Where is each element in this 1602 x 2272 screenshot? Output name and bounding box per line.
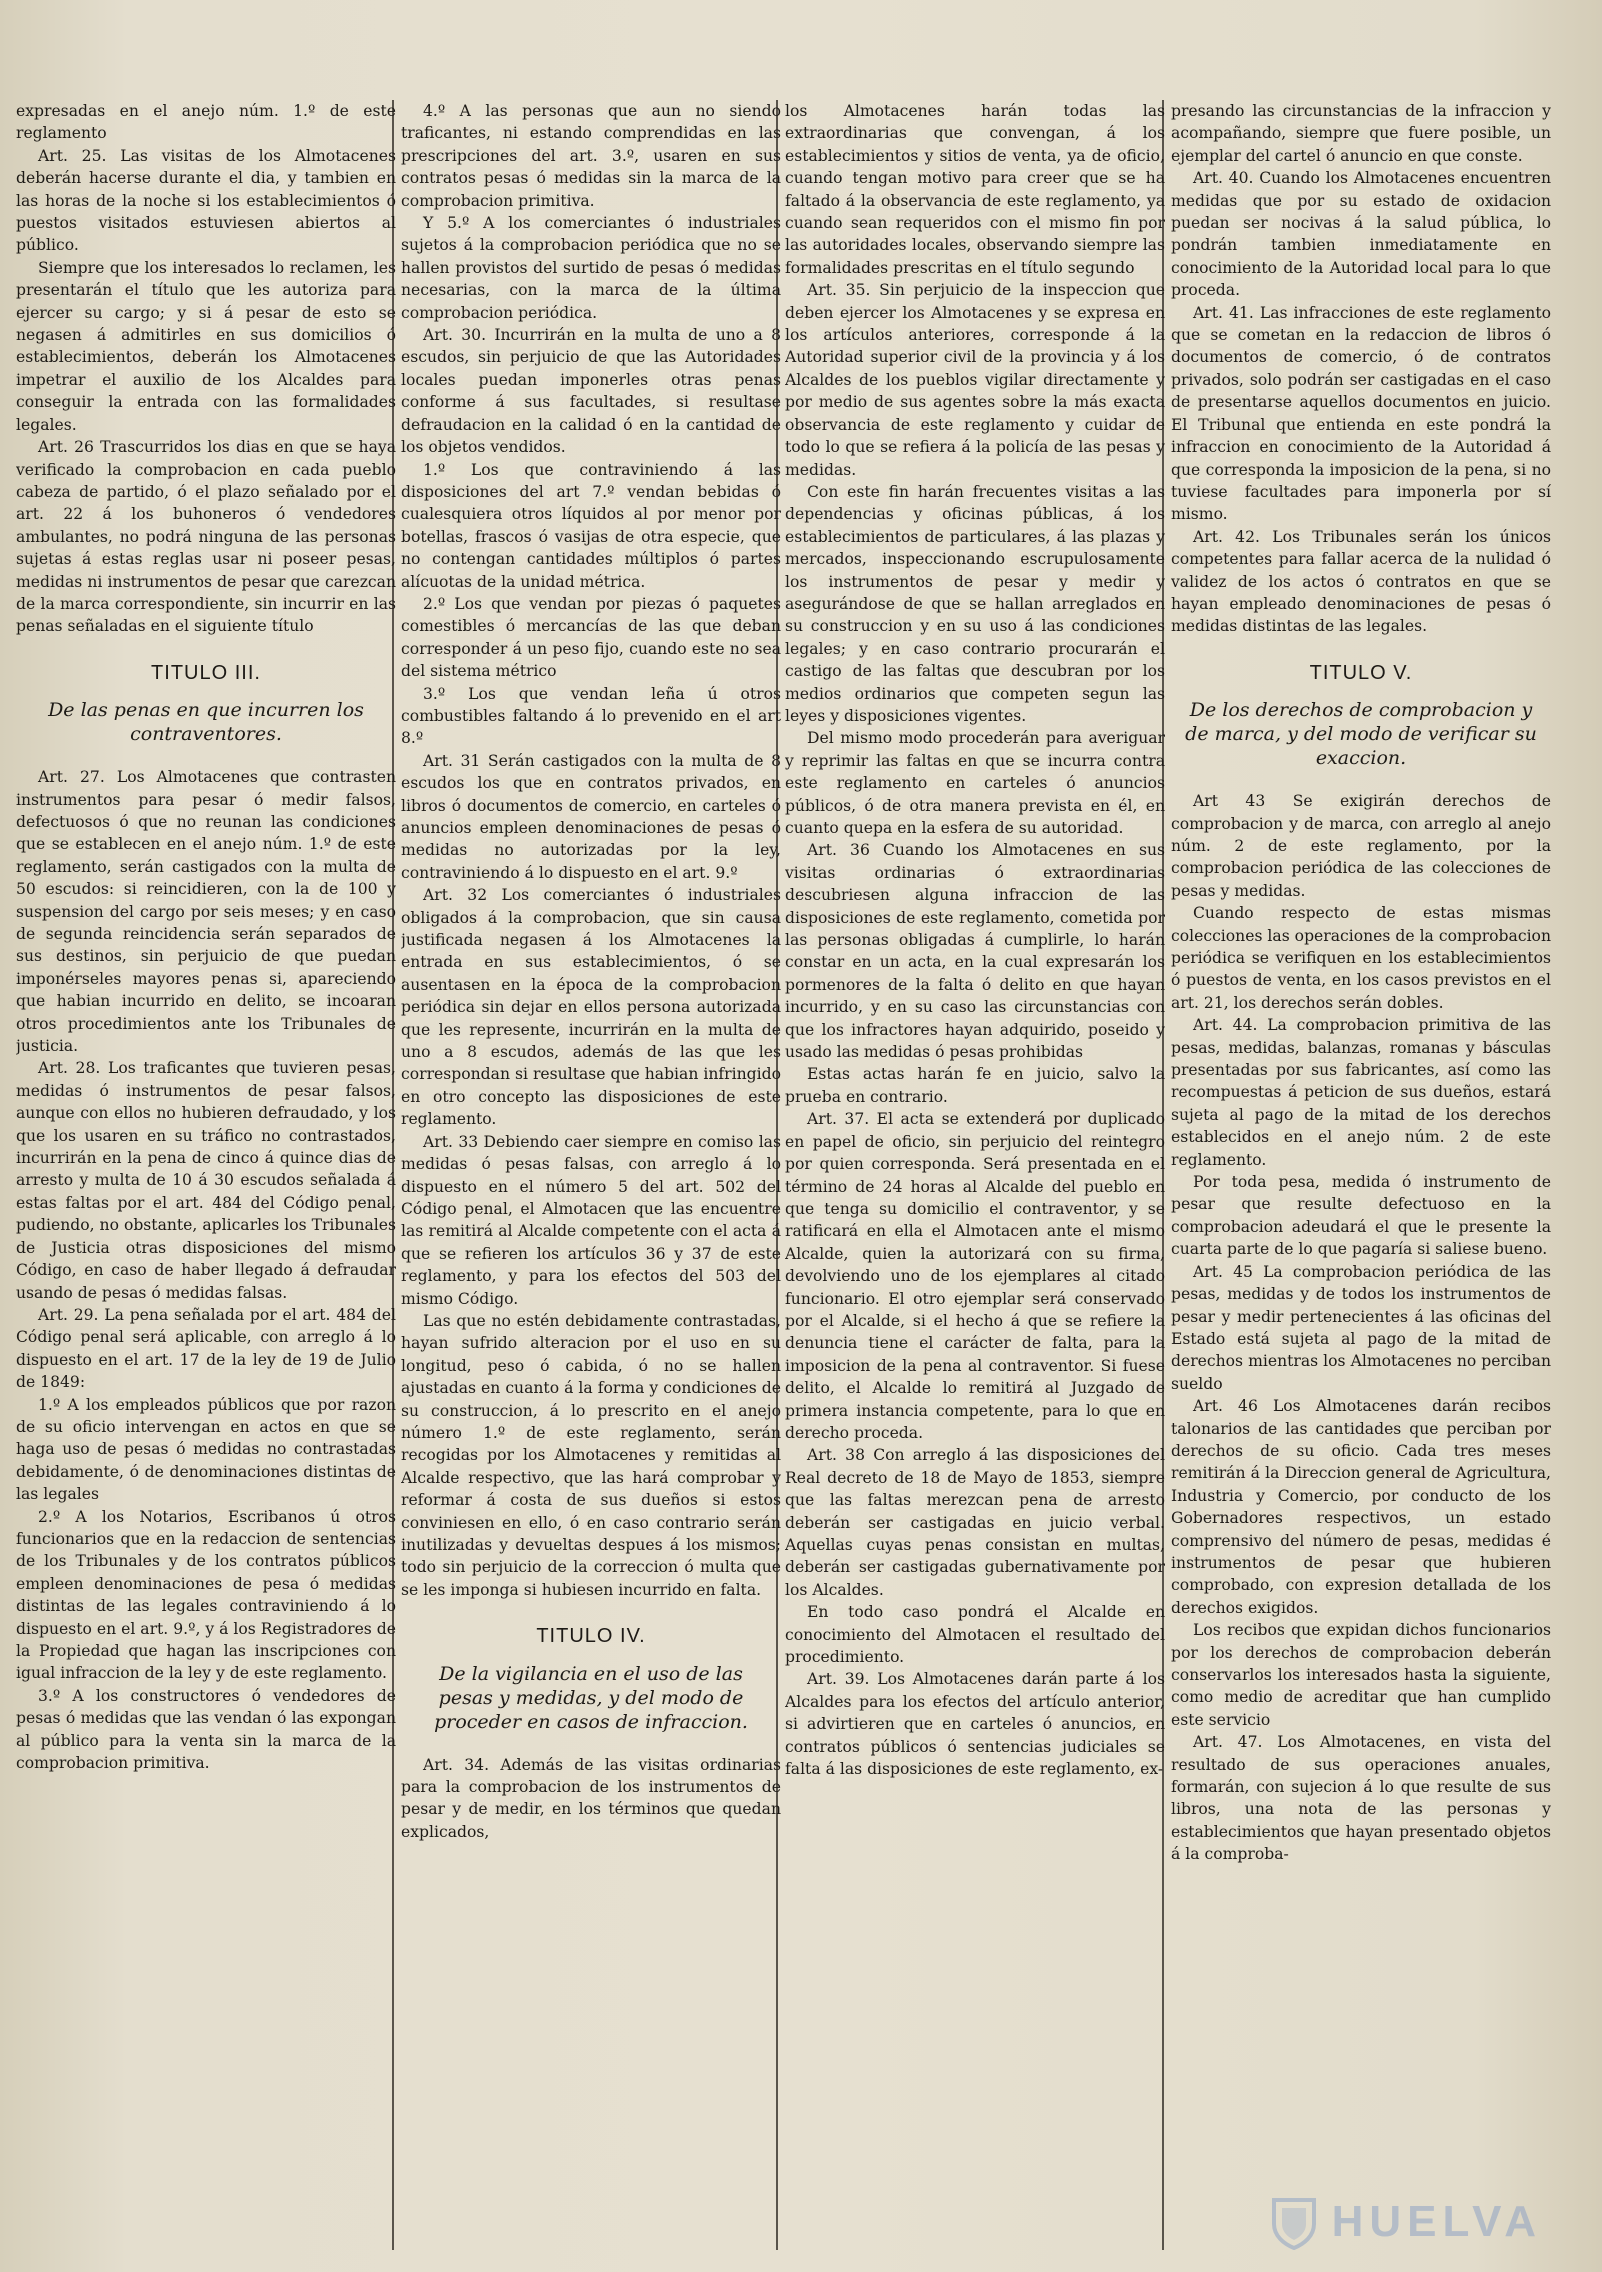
paragraph: Y 5.º A los comerciantes ó industriales sujetos á la comprobacion periódica que no se hallen provistos del surtido de pesas ó medidas necesarias, con la marca de la última comprobacion periódica. xyxy=(401,214,781,322)
section-title: TITULO IV. xyxy=(536,1625,646,1648)
paragraph: Siempre que los interesados lo reclamen, les presentarán el título que les autoriza para ejercer su cargo; y si á pesar de esto se negasen á admitirles en sus domicilios ó establecimientos, deberán los Almotacenes impetrar el auxilio de los Alcaldes para conseguir la entrada con las formalidades legales. xyxy=(16,258,396,434)
paragraph: Art. 26 Trascurridos los dias en que se haya verificado la comprobacion en cada pueblo cabeza de partido, ó el plazo señalado por el art. 22 á los buhoneros ó vendedores ambulantes, no podrá ninguna de las personas sujetas á estas reglas usar ni poseer pesas, medidas ni instrumentos de pesar que carezcan de la marca correspondiente, sin incurrir en las penas señaladas en el siguiente título xyxy=(16,438,396,636)
paragraph: 1.º Los que contraviniendo á las disposiciones del art 7.º vendan bebidas ó cualesquiera otros líquidos al por menor por botellas, frascos ó vasijas de otra especie, que no contengan cantidades múltiplos ó partes alícuotas de la unidad métrica. xyxy=(401,460,781,591)
paragraph: Art. 44. La comprobacion primitiva de las pesas, medidas, balanzas, romanas y básculas presentadas por sus fabricantes, así como las recompuestas á peticion de sus dueños, estará sujeta al pago de la mitad de los derechos establecidos en el anejo núm. 2 de este reglamento. xyxy=(1171,1016,1551,1169)
paragraph: 3.º Los que vendan leña ú otros combustibles faltando á lo prevenido en el art 8.º xyxy=(401,684,781,748)
paragraph: Art. 33 Debiendo caer siempre en comiso las medidas ó pesas falsas, con arreglo á lo dispuesto en el número 5 del art. 502 del Código penal, el Almotacen que las encuentre las remitirá al Alcalde competente con el acta á que se refieren los artículos 36 y 37 de este reglamento, y para los efectos del 503 del mismo Código. xyxy=(401,1132,781,1308)
section-subtitle: De la vigilancia en el uso de las pesas y medidas, y del modo de proceder en casos de infraccion. xyxy=(434,1662,748,1733)
paragraph: los Almotacenes harán todas las extraordinarias que convengan, á los establecimientos y sitios de venta, ya de oficio, cuando tengan motivo para creer que se ha faltado á la observancia de este reglamento, ya cuando sean requeridos con el mismo fin por las autoridades locales, observando siempre las formalidades prescritas en el título segundo xyxy=(785,102,1165,277)
paragraph: 3.º A los constructores ó vendedores de pesas ó medidas que las vendan ó las expongan al público para la venta sin la marca de la comprobacion primitiva. xyxy=(16,1686,396,1773)
paragraph: Art. 31 Serán castigados con la multa de 8 escudos los que en contratos privados, en libros ó documentos de comercio, en carteles ó anuncios empleen denominaciones de pesas ó medidas no autorizadas por la ley, contraviniendo á lo dispuesto en el art. 9.º xyxy=(401,751,781,882)
paragraph: En todo caso pondrá el Alcalde en conocimiento del Almotacen el resultado del procedimiento. xyxy=(785,1603,1165,1667)
paragraph: Art. 30. Incurrirán en la multa de uno a 8 escudos, sin perjuicio de que las Autoridades locales puedan imponerles otras penas conforme á sus facultades, si resultase defraudacion en la calidad ó en la cantidad de los objetos vendidos. xyxy=(401,326,781,457)
paragraph: Art. 32 Los comerciantes ó industriales obligados á la comprobacion, que sin causa justificada negasen á los Almotacenes la entrada en sus establecimientos, ó se ausentasen en la época de la comprobacion periódica sin dejar en ellos persona autorizada que les represente, incurrirán en la multa de uno a 8 escudos, además de las que les correspondan si resultase que habian infringido en otro concepto las disposiciones de este reglamento. xyxy=(401,886,781,1129)
paragraph: 2.º Los que vendan por piezas ó paquetes comestibles ó mercancías de las que deban corresponder á un peso fijo, cuando este no sea del sistema métrico xyxy=(401,594,781,681)
paragraph: Art. 41. Las infracciones de este reglamento que se cometan en la redaccion de libros ó documentos de comercio, ó de contratos privados, solo podrán ser castigadas en el caso de presentarse aquellos documentos en juicio. El Tribunal que entienda en este pondrá la infraccion en conocimiento de la Autoridad á que corresponda la imposicion de la pena, si no tuviese facultades para imponerla por sí mismo. xyxy=(1171,303,1551,524)
paragraph: Art. 36 Cuando los Almotacenes en sus visitas ordinarias ó extraordinarias descubriesen alguna infraccion de las disposiciones de este reglamento, cometida por las personas obligadas á cumplirle, lo harán constar en un acta, en la cual expresarán los pormenores de la falta ó delito en que hayan incurrido, y en su caso las circunstancias con que los infractores hayan adquirido, poseido y usado las medidas ó pesas prohibidas xyxy=(785,841,1165,1062)
text-column-3 xyxy=(785,100,1165,2260)
paragraph: 2.º A los Notarios, Escribanos ú otros funcionarios que en la redaccion de sentencias de los Tribunales y de los contratos públicos empleen denominaciones de pesa ó medidas distintas de las legales contraviniendo á lo dispuesto en el art. 9.º, y á los Registradores de la Propiedad que hagan las inscripciones con igual infraccion de la ley y de este reglamento. xyxy=(16,1507,396,1683)
paragraph: Art. 37. El acta se extenderá por duplicado en papel de oficio, sin perjuicio del reintegro por quien corresponda. Será presentada en el término de 24 horas al Alcalde del pueblo en que tenga su domicilio el contraventor, y se ratificará en ella el Almotacen ante el mismo Alcalde, quien la autorizará con su firma, devolviendo uno de los ejemplares al citado funcionario. El otro ejemplar será conservado por el Alcalde, si el hecho á que se refiere la denuncia tiene el carácter de falta, para la imposicion de la pena al contraventor. Si fuese delito, el Alcalde lo remitirá al Juzgado de primera instancia competente, para lo que en derecho proceda. xyxy=(785,1110,1165,1442)
paragraph: Art. 39. Los Almotacenes darán parte á los Alcaldes para los efectos del artículo anterior, si advirtieren que en carteles ó anuncios, en contratos públicos ó sentencias judiciales se falta á las disposiciones de este reglamento, ex- xyxy=(785,1670,1165,1779)
text-column-4 xyxy=(1171,100,1551,2260)
section-subtitle: De las penas en que incurren los contraventores. xyxy=(48,699,364,746)
section-title: TITULO V. xyxy=(1309,661,1413,684)
paragraph: Cuando respecto de estas mismas colecciones las operaciones de la comprobacion periódica se verifiquen en los establecimientos ó puestos de venta, en los casos previstos en el art. 21, los derechos serán dobles. xyxy=(1171,904,1551,1012)
paragraph: Art. 45 La comprobacion periódica de las pesas, medidas y de todos los instrumentos de pesar y medir pertenecientes á las oficinas del Estado está sujeta al pago de la mitad de derechos mientras los Almotacenes no perciban sueldo xyxy=(1171,1262,1551,1393)
paragraph: Art. 35. Sin perjuicio de la inspeccion que deben ejercer los Almotacenes y se expresa en los artículos anteriores, corresponde á la Autoridad superior civil de la provincia y á los Alcaldes de los pueblos vigilar directamente y por medio de sus agentes sobre la más exacta observancia de este reglamento y cuidar de todo lo que se refiera á la policía de las pesas y medidas. xyxy=(785,281,1165,479)
paragraph: presando las circunstancias de la infraccion y acompañando, siempre que fuere posible, un ejemplar del cartel ó anuncio en que conste. xyxy=(1171,102,1551,165)
paragraph: Del mismo modo procederán para averiguar y reprimir las faltas en que se incurra contra este reglamento en carteles ó anuncios públicos, ó de otra manera prevista en él, en cuanto quepa en la esfera de su autoridad. xyxy=(785,729,1165,837)
paragraph: Estas actas harán fe en juicio, salvo la prueba en contrario. xyxy=(785,1065,1165,1106)
paragraph: expresadas en el anejo núm. 1.º de este reglamento xyxy=(16,102,396,143)
paragraph: Art. 40. Cuando los Almotacenes encuentren medidas que por su estado de oxidacion puedan ser nocivas á la salud pública, lo pondrán tambien inmediatamente en conocimiento de la Autoridad local para lo que proceda. xyxy=(1171,169,1551,300)
paragraph: Art. 38 Con arreglo á las disposiciones del Real decreto de 18 de Mayo de 1853, siempre que las faltas merezcan pena de arresto deberán ser castigadas en juicio verbal. Aquellas cuyas penas consistan en multas, deberán ser castigadas gubernativamente por los Alcaldes. xyxy=(785,1446,1165,1599)
paragraph: Con este fin harán frecuentes visitas a las dependencias y oficinas públicas, á los establecimientos de particulares, á las plazas y mercados, inspeccionando escrupulosamente los instrumentos de pesar y medir y asegurándose de que se hallan arreglados en su construccion y en su uso á las condiciones legales; y en caso contrario procurarán el castigo de las faltas que descubran por los medios ordinarios que competen segun las leyes y disposiciones vigentes. xyxy=(785,482,1165,725)
archive-watermark xyxy=(1266,2194,1542,2250)
paragraph: Art. 25. Las visitas de los Almotacenes deberán hacerse durante el dia, y tambien en las horas de la noche si los establecimientos ó puestos visitados estuviesen abiertos al público. xyxy=(16,146,396,255)
paragraph: Art. 34. Además de las visitas ordinarias para la comprobacion de los instrumentos de pesar y de medir, en los términos que quedan explicados, xyxy=(401,1755,781,1841)
paragraph: Art. 42. Los Tribunales serán los únicos competentes para fallar acerca de la nulidad ó validez de los actos ó contratos en que se hayan empleado denominaciones de pesas ó medidas distintas de las legales. xyxy=(1171,527,1551,636)
paragraph: Los recibos que expidan dichos funcionarios por los derechos de comprobacion deberán conservarlos los interesados hasta la siguiente, como medio de acreditar que han cumplido este servicio xyxy=(1171,1621,1551,1729)
paragraph: 1.º A los empleados públicos que por razon de su oficio intervengan en actos en que se haga uso de pesas ó medidas no contrastadas debidamente, ó de denominaciones distintas de las legales xyxy=(16,1395,396,1504)
paragraph: Art. 27. Los Almotacenes que contrasten instrumentos para pesar ó medir falsos, defectuosos ó que no reunan las condiciones que se establecen en el anejo núm. 1.º de este reglamento, serán castigados con la multa de 50 escudos: si reincidieren, con la de 100 y suspension del cargo por seis meses; y en caso de segunda reincidencia serán separados de sus destinos, sin perjuicio de que puedan imponérseles mayores penas si, apareciendo que habian incurrido en delito, se incoaran otros procedimientos ante los Tribunales de justicia. xyxy=(16,768,396,1056)
paragraph: Las que no estén debidamente contrastadas, hayan sufrido alteracion por el uso en su longitud, peso ó cabida, ó no se hallen ajustadas en cuanto á la forma y condiciones de su construccion, á lo prescrito en el anejo número 1.º de este reglamento, serán recogidas por los Almotacenes y remitidas al Alcalde respectivo, que las hará comprobar y reformar á costa de sus dueños si estos conviniesen en ello, ó en caso contrario serán inutilizadas y devueltas despues á los mismos; todo sin perjuicio de la correccion ó multa que se les imponga si hubiesen incurrido en falta. xyxy=(401,1311,781,1599)
huelva-shield-icon xyxy=(1266,2194,1322,2250)
section-title: TITULO III. xyxy=(151,661,261,684)
section-subtitle: De los derechos de comprobacion y de marca, y del modo de verificar su exaccion. xyxy=(1185,699,1537,770)
paragraph: 4.º A las personas que aun no siendo traficantes, ni estando comprendidas en las prescripciones del art. 3.º, usaren en sus contratos pesas ó medidas sin la marca de la comprobacion primitiva. xyxy=(401,102,781,210)
paragraph: Por toda pesa, medida ó instrumento de pesar que resulte defectuoso en la comprobacion adeudará el que le presente la cuarta parte de lo que pagaría si saliese bueno. xyxy=(1171,1173,1551,1259)
paragraph: Art. 29. La pena señalada por el art. 484 del Código penal será aplicable, con arreglo á lo dispuesto en el art. 17 de la ley de 19 de Julio de 1849: xyxy=(16,1305,396,1392)
paragraph: Art. 28. Los traficantes que tuvieren pesas, medidas ó instrumentos de pesar falsos, aunque con ellos no hubieren defraudado, y los que los usaren en su tráfico no contrastados, incurrirán en la pena de cinco á quince dias de arresto y multa de 10 á 30 escudos señalada á estas faltas por el art. 484 del Código penal, pudiendo, no obstante, aplicarles los Tribunales de Justicia otras disposiciones del mismo Código, en caso de haber llegado á defraudar usando de pesas ó medidas falsas. xyxy=(16,1059,396,1302)
text-column-2 xyxy=(401,100,781,2260)
watermark-text: HUELVA xyxy=(1331,2197,1542,2246)
paragraph: Art. 47. Los Almotacenes, en vista del resultado de sus operaciones anuales, formarán, con sujecion á lo que resulte de sus libros, una nota de las personas y establecimientos que hayan presentado objetos á la comproba- xyxy=(1171,1733,1551,1864)
text-column-1 xyxy=(16,100,396,2260)
paragraph: Art. 46 Los Almotacenes darán recibos talonarios de las cantidades que perciban por derechos de su oficio. Cada tres meses remitirán á la Direccion general de Agricultura, Industria y Comercio, por conducto de los Gobernadores respectivos, un estado comprensivo del número de pesas, medidas é instrumentos de pesar que hubieren comprobado, con expresion detallada de los derechos exigidos. xyxy=(1171,1397,1551,1617)
paragraph: Art 43 Se exigirán derechos de comprobacion y de marca, con arreglo al anejo núm. 2 de este reglamento, por la comprobacion periódica de las colecciones de pesas y medidas. xyxy=(1171,792,1551,900)
